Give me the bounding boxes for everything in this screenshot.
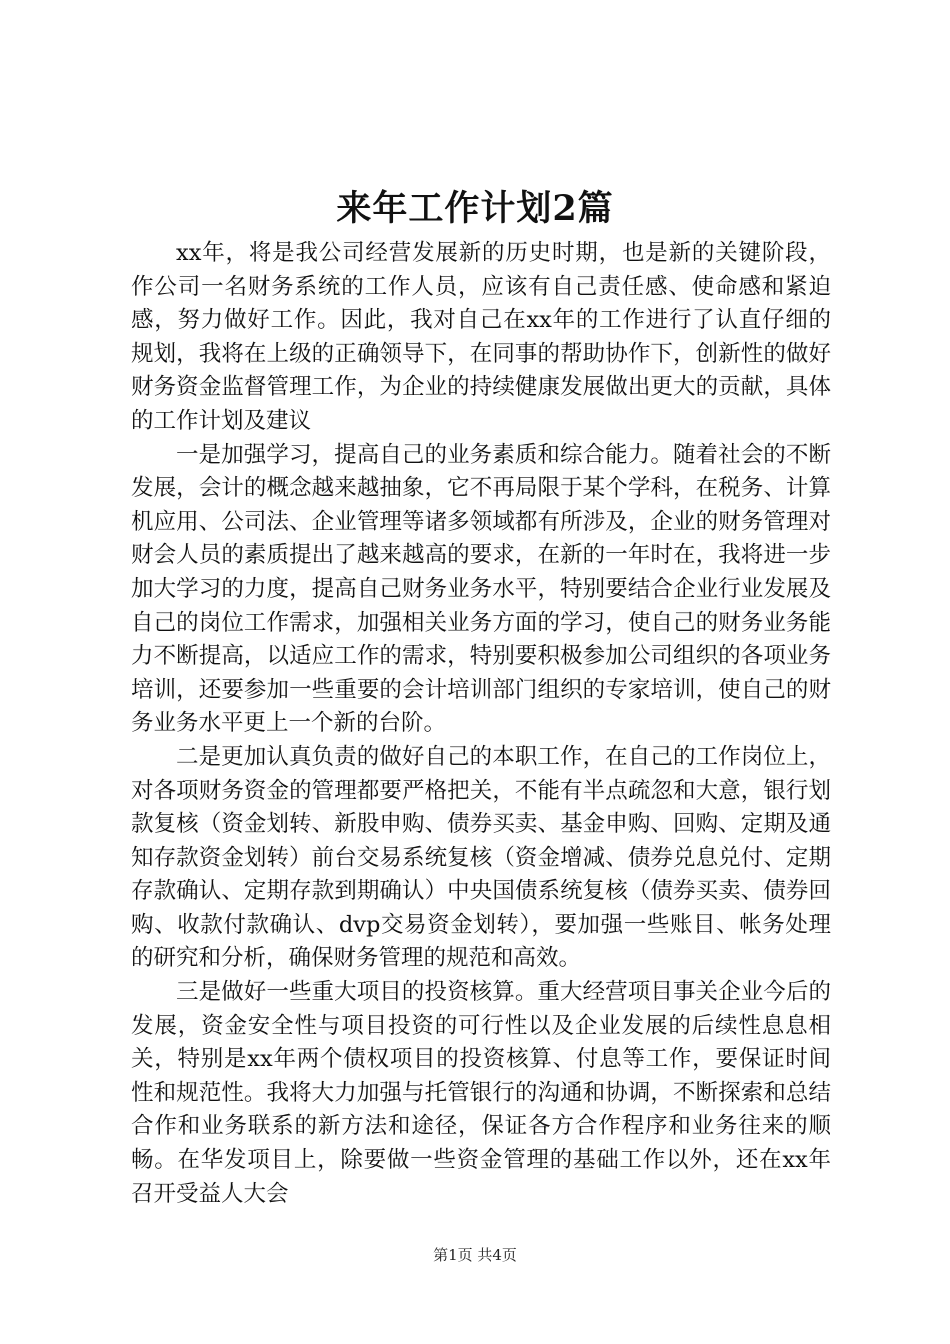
paragraph-projects: 三是做好一些重大项目的投资核算。重大经营项目事关企业今后的发展，资金安全性与项目投资的可行性以及企业发展的后续性息息相关，特别是xx年两个债权项目的投资核算、付息等工作，要保证时间性和规范性。我将大力加强与托管银行的沟通和协调，不断探索和总结合作和业务联系的新方法和途径，保证各方合作程序和业务往来的顺畅。在华发项目上，除要做一些资金管理的基础工作以外，还在xx年召开受益人大会: [131, 979, 831, 1207]
paragraph-study: 一是加强学习，提高自己的业务素质和综合能力。随着社会的不断发展，会计的概念越来越抽象，它不再局限于某个学科，在税务、计算机应用、公司法、企业管理等诸多领域都有所涉及，企业的财务管理对财会人员的素质提出了越来越高的要求，在新的一年时在，我将进一步加大学习的力度，提高自己财务业务水平，特别要结合企业行业发展及自己的岗位工作需求，加强相关业务方面的学习，使自己的财务业务能力不断提高，以适应工作的需求，特别要积极参加公司组织的各项业务培训，还要参加一些重要的会计培训部门组织的专家培训，使自己的财务业务水平更上一个新的台阶。: [131, 441, 831, 737]
document-body: [131, 237, 831, 1211]
paragraph-duties: 二是更加认真负责的做好自己的本职工作，在自己的工作岗位上，对各项财务资金的管理都要严格把关，不能有半点疏忽和大意，银行划款复核（资金划转、新股申购、债券买卖、基金申购、回购、定期及通知存款资金划转）前台交易系统复核（资金增减、债券兑息兑付、定期存款确认、定期存款到期确认）中央国债系统复核（债券买卖、债券回购、收款付款确认、dvp交易资金划转），要加强一些账目、帐务处理的研究和分析，确保财务管理的规范和高效。: [131, 743, 831, 972]
paragraph-intro: xx年，将是我公司经营发展新的历史时期，也是新的关键阶段，作公司一名财务系统的工作人员，应该有自己责任感、使命感和紧迫感，努力做好工作。因此，我对自己在xx年的工作进行了认直仔细的规划，我将在上级的正确领导下，在同事的帮助协作下，创新性的做好财务资金监督管理工作，为企业的持续健康发展做出更大的贡献，具体的工作计划及建议: [131, 240, 831, 434]
document-title: 来年工作计划2篇: [336, 188, 614, 229]
page-number-footer: 第1页 共4页: [433, 1246, 517, 1264]
